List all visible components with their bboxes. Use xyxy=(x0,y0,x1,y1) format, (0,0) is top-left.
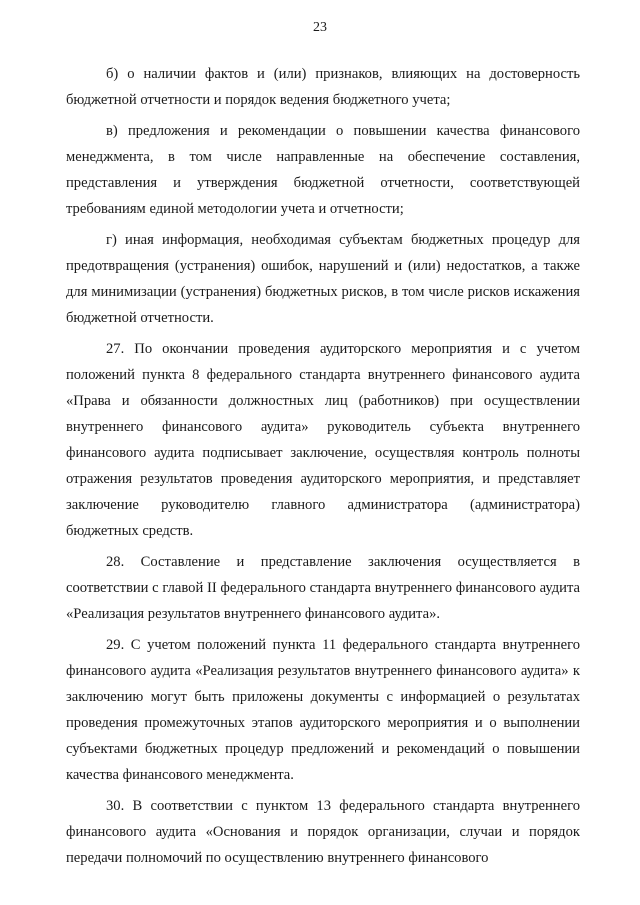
paragraph-item-28: 28. Составление и представление заключения осуществляется в соответствии с главой II федерального стандарта внутреннего финансового аудита «Реализация результатов внутреннего финансового аудита». xyxy=(66,554,580,622)
paragraph-subitem-b: б) о наличии фактов и (или) признаков, влияющих на достоверность бюджетной отчетности и порядок ведения бюджетного учета; xyxy=(66,66,580,108)
paragraph-item-29: 29. С учетом положений пункта 11 федерального стандарта внутреннего финансового аудита «Реализация результатов внутреннего финансового аудита» к заключению могут быть приложены документы с информацией о результатах проведения промежуточных этапов аудиторского мероприятия и о выполнении субъектами бюджетных процедур предложений и рекомендаций о повышении качества финансового менеджмента. xyxy=(66,637,580,783)
paragraph-item-30: 30. В соответствии с пунктом 13 федерального стандарта внутреннего финансового аудита «Основания и порядок организации, случаи и порядок передачи полномочий по осуществлению внутреннего финансового xyxy=(66,798,580,866)
page-number: 23 xyxy=(313,20,327,35)
paragraph-subitem-g: г) иная информация, необходимая субъектам бюджетных процедур для предотвращения (устранения) ошибок, нарушений и (или) недостатков, а также для минимизации (устранения) бюджетных рисков, в том числе рисков искажения бюджетной отчетности. xyxy=(66,232,580,326)
paragraph-item-27: 27. По окончании проведения аудиторского мероприятия и с учетом положений пункта 8 федерального стандарта внутреннего финансового аудита «Права и обязанности должностных лиц (работников) при осуществлении внутреннего финансового аудита» руководитель субъекта внутреннего финансового аудита подписывает заключение, осуществляя контроль полноты отражения результатов проведения аудиторского мероприятия, и представляет заключение руководителю главного администратора (администратора) бюджетных средств. xyxy=(66,341,580,539)
document-body xyxy=(66,61,580,871)
paragraph-subitem-v: в) предложения и рекомендации о повышении качества финансового менеджмента, в том числе направленные на обеспечение составления, представления и утверждения бюджетной отчетности, соответствующей требованиям единой методологии учета и отчетности; xyxy=(66,123,580,217)
